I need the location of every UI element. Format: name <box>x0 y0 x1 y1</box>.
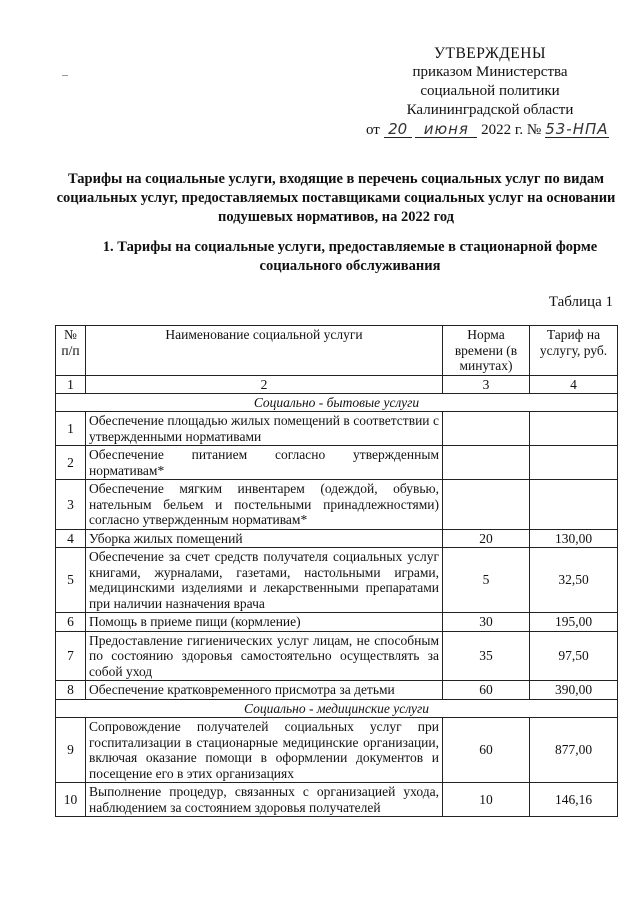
tariff-value: 390,00 <box>530 681 618 700</box>
approval-line-1: приказом Министерства <box>412 64 568 80</box>
column-number: 1 <box>56 375 86 393</box>
section-title: 1. Тарифы на социальные услуги, предоставляемые в стационарной форме социального обслуживания <box>102 239 598 274</box>
service-name: Обеспечение за счет средств получателя социальных услуг книгами, журналами, газетами, настольными играми, медицинскими изделиями и лекарственными препаратами при наличии назначения врача <box>86 548 443 613</box>
approval-title: УТВЕРЖДЕНЫ <box>434 45 546 62</box>
order-day-handwritten: 20 <box>384 122 412 138</box>
scan-mark <box>62 75 68 76</box>
time-norm: 20 <box>443 529 530 548</box>
order-year: 2022 г. № <box>481 122 542 138</box>
time-norm: 5 <box>443 548 530 613</box>
row-number: 6 <box>56 613 86 632</box>
header-name: Наименование социальной услуги <box>86 326 443 376</box>
table-label: Таблица 1 <box>548 294 613 310</box>
header-num: № п/п <box>56 326 86 376</box>
row-number: 8 <box>56 681 86 700</box>
service-name: Обеспечение питанием согласно утвержденным нормативам* <box>86 446 443 480</box>
table-row <box>56 412 618 446</box>
header-norm: Норма времени (в минутах) <box>443 326 530 376</box>
order-line <box>360 121 620 140</box>
group-header-row <box>56 393 618 412</box>
service-name: Выполнение процедур, связанных с организацией ухода, наблюдением за состоянием здоровья получателей <box>86 783 443 817</box>
row-number: 5 <box>56 548 86 613</box>
time-norm <box>443 480 530 530</box>
tariff-value <box>530 446 618 480</box>
service-name: Обеспечение кратковременного присмотра за детьми <box>86 681 443 700</box>
time-norm: 60 <box>443 718 530 783</box>
time-norm: 60 <box>443 681 530 700</box>
approval-line-3: Калининградской области <box>406 102 574 118</box>
tariff-value: 97,50 <box>530 631 618 681</box>
tariff-value: 877,00 <box>530 718 618 783</box>
row-number: 2 <box>56 446 86 480</box>
table-row <box>56 681 618 700</box>
tariff-value <box>530 480 618 530</box>
group-header-row <box>56 699 618 718</box>
tariff-value <box>530 412 618 446</box>
order-prefix: от <box>366 122 380 138</box>
table-row <box>56 548 618 613</box>
tariffs-table <box>55 325 618 817</box>
time-norm: 30 <box>443 613 530 632</box>
order-number-handwritten: 53-НПА <box>545 120 609 138</box>
row-number: 3 <box>56 480 86 530</box>
approval-line-2: социальной политики <box>420 83 560 99</box>
tariff-value: 146,16 <box>530 783 618 817</box>
table-row <box>56 783 618 817</box>
group-title: Социально - медицинские услуги <box>56 699 618 718</box>
row-number: 10 <box>56 783 86 817</box>
table-row <box>56 480 618 530</box>
tariff-value: 32,50 <box>530 548 618 613</box>
row-number: 1 <box>56 412 86 446</box>
tariff-value: 130,00 <box>530 529 618 548</box>
group-title: Социально - бытовые услуги <box>56 393 618 412</box>
time-norm: 35 <box>443 631 530 681</box>
service-name: Обеспечение площадью жилых помещений в соответствии с утвержденными нормативами <box>86 412 443 446</box>
column-number: 4 <box>530 375 618 393</box>
column-numbers-row <box>56 375 618 393</box>
table-row <box>56 446 618 480</box>
row-number: 4 <box>56 529 86 548</box>
time-norm <box>443 412 530 446</box>
header-tariff: Тариф на услугу, руб. <box>530 326 618 376</box>
tariff-value: 195,00 <box>530 613 618 632</box>
document-title: Тарифы на социальные услуги, входящие в перечень социальных услуг по видам социальных услуг, предоставляемых поставщиками социальных услуг на основании подушевых нормативов, на 2022 год <box>56 171 616 225</box>
table-header-row <box>56 326 618 376</box>
time-norm: 10 <box>443 783 530 817</box>
row-number: 9 <box>56 718 86 783</box>
column-number: 3 <box>443 375 530 393</box>
time-norm <box>443 446 530 480</box>
table-row <box>56 529 618 548</box>
order-month-handwritten: июня <box>415 122 477 138</box>
service-name: Обеспечение мягким инвентарем (одеждой, обувью, нательным бельем и постельными принадлежностями) согласно утвержденным нормативам* <box>86 480 443 530</box>
row-number: 7 <box>56 631 86 681</box>
service-name: Помощь в приеме пищи (кормление) <box>86 613 443 632</box>
column-number: 2 <box>86 375 443 393</box>
approval-stamp <box>360 44 620 140</box>
table-row <box>56 613 618 632</box>
service-name: Сопровождение получателей социальных услуг при госпитализации в стационарные медицинские организации, включая оказание помощи в оформлении документов и посещение его в этих организациях <box>86 718 443 783</box>
service-name: Уборка жилых помещений <box>86 529 443 548</box>
table-row <box>56 718 618 783</box>
service-name: Предоставление гигиенических услуг лицам, не способным по состоянию здоровья самостоятельно осуществлять за собой уход <box>86 631 443 681</box>
table-row <box>56 631 618 681</box>
